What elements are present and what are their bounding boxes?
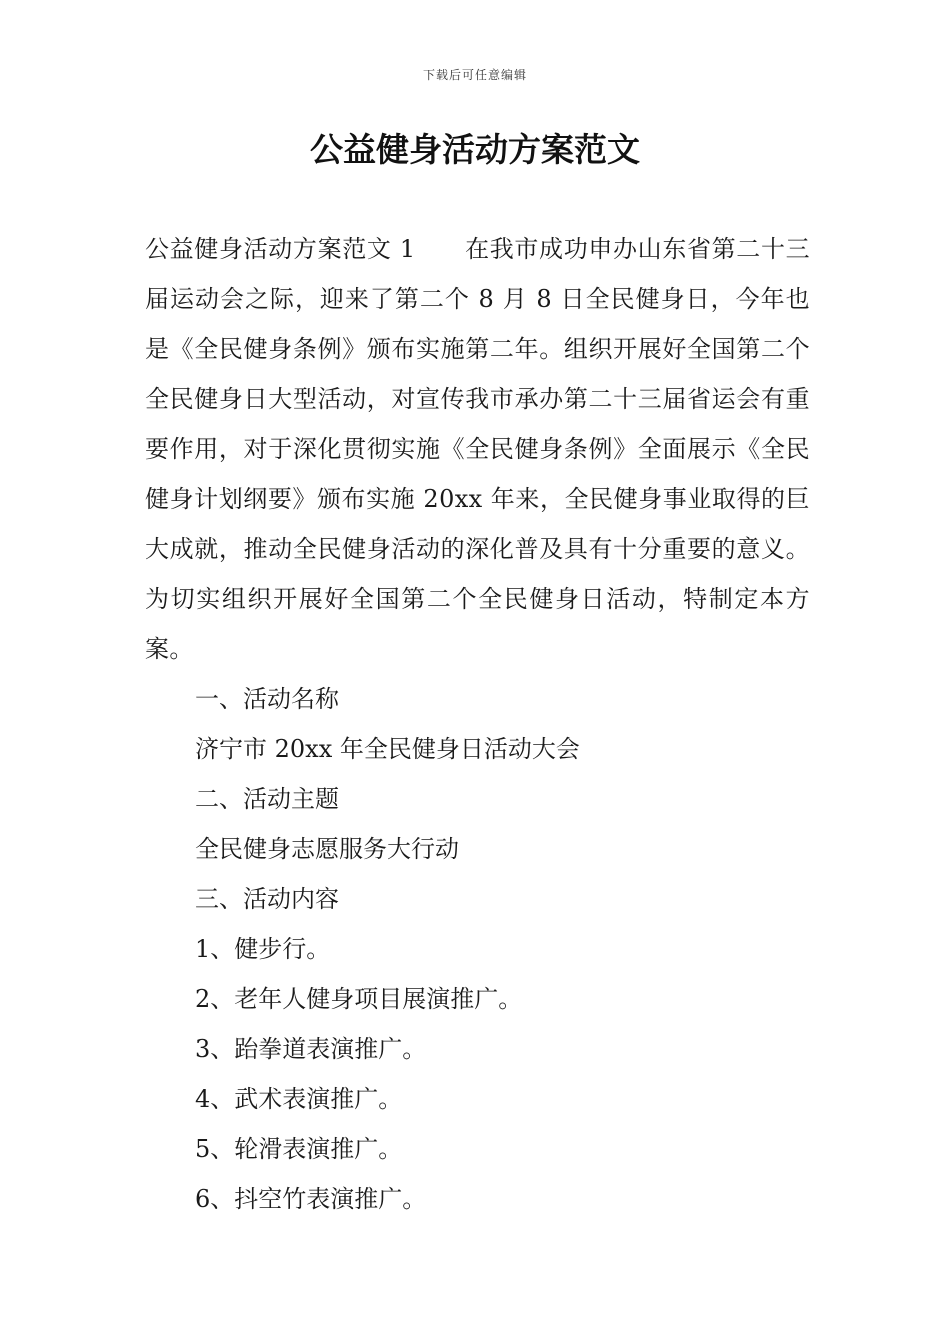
intro-text: 在我市成功申办山东省第二十三届运动会之际，迎来了第二个 8 月 8 日全民健身日，今年也是《全民健身条例》颁布实施第二年。组织开展好全国第二个全民健身日大型活动，对宣传我市承办第二十三届省运会有重要作用，对于深化贯彻实施《全民健身条例》全面展示《全民健身计划纲要》颁布实施 20xx 年来，全民健身事业取得的巨大成就，推动全民健身活动的深化普及具有十分重要的意义。为切实组织开展好全国第二个全民健身日活动，特制定本方案。 [145,235,810,663]
section-heading-activity-content: 三、活动内容 [195,885,339,913]
intro-lead: 公益健身活动方案范文 1 [145,235,466,263]
intro-paragraph [145,224,810,674]
list-item: 5、轮滑表演推广。 [195,1135,403,1163]
activity-name-text: 济宁市 20xx 年全民健身日活动大会 [195,735,580,763]
list-item: 4、武术表演推广。 [195,1085,403,1113]
document-title: 公益健身活动方案范文 [310,130,640,169]
document-body [145,224,810,1224]
section-heading-activity-theme: 二、活动主题 [195,785,339,813]
list-item: 1、健步行。 [195,935,331,963]
section-heading-activity-name: 一、活动名称 [195,685,339,713]
list-item: 3、跆拳道表演推广。 [195,1035,427,1063]
header-note: 下载后可任意编辑 [422,68,527,82]
activity-theme-text: 全民健身志愿服务大行动 [195,835,459,863]
list-item: 2、老年人健身项目展演推广。 [195,985,523,1013]
list-item: 6、抖空竹表演推广。 [195,1185,427,1213]
